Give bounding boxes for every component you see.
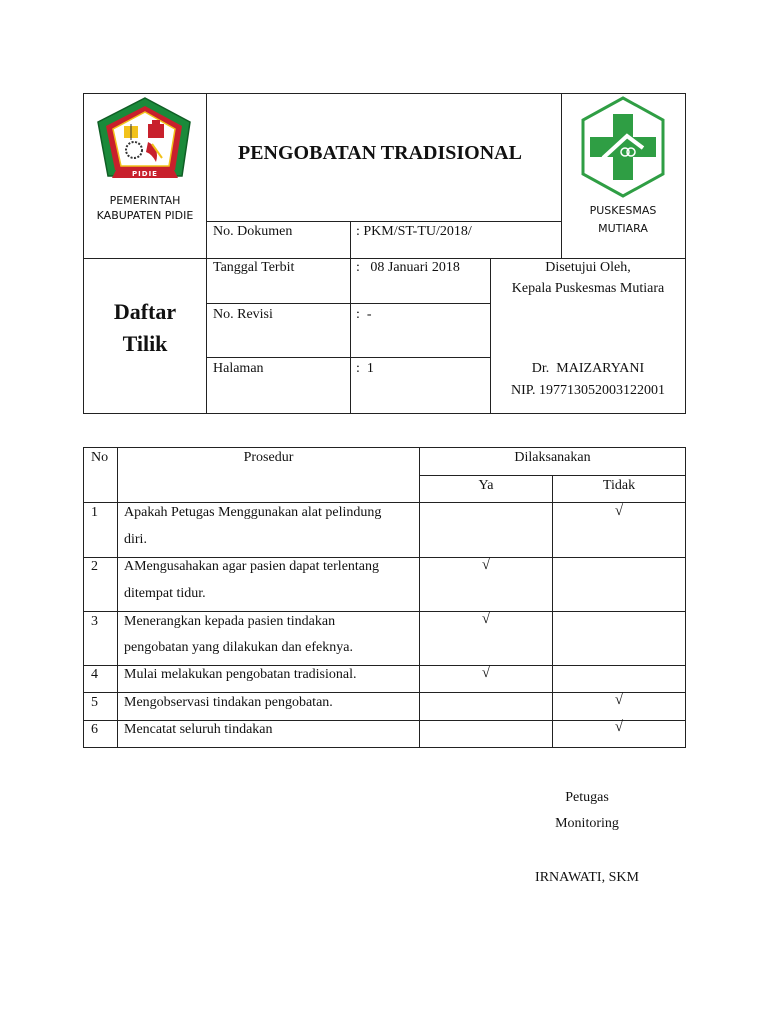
column-header-no: No: [91, 450, 109, 465]
puskesmas-caption-line2: MUTIARA: [598, 222, 648, 235]
field-label-halaman: Halaman: [213, 361, 264, 376]
approval-nip: NIP. 197713052003122001: [510, 383, 665, 398]
pidie-caption-line2: KABUPATEN PIDIE: [96, 209, 194, 222]
row-prosedur-line1: Mencatat seluruh tindakan: [124, 722, 273, 737]
field-value-no-dokumen: : PKM/ST-TU/2018/: [356, 224, 472, 239]
row-ya-check: √: [481, 665, 491, 681]
row-prosedur-line1: Apakah Petugas Menggunakan alat pelindung: [124, 505, 382, 520]
doc-type-line1: Daftar: [113, 299, 177, 324]
approval-line1: Disetujui Oleh,: [545, 260, 631, 275]
row-prosedur-line2: diri.: [124, 532, 147, 547]
doc-type-label: [84, 296, 206, 360]
puskesmas-logo: [563, 96, 683, 235]
pidie-caption: [86, 193, 204, 223]
column-header-tidak: Tidak: [602, 478, 636, 493]
row-number: 6: [91, 722, 98, 737]
row-tidak-check: √: [614, 719, 624, 735]
puskesmas-caption-line1: PUSKESMAS: [589, 204, 657, 217]
page-title: PENGOBATAN TRADISIONAL: [238, 142, 522, 164]
row-prosedur-line2: ditempat tidur.: [124, 586, 206, 601]
row-tidak-check: √: [614, 503, 624, 519]
column-header-dilaksanakan: Dilaksanakan: [514, 450, 591, 465]
row-number: 5: [91, 695, 98, 710]
row-prosedur-line1: Menerangkan kepada pasien tindakan: [124, 614, 336, 629]
row-ya-check: √: [481, 611, 491, 627]
approval-line2: Kepala Puskesmas Mutiara: [511, 281, 665, 296]
approval-name: Dr. MAIZARYANI: [531, 361, 645, 376]
row-number: 1: [91, 505, 98, 520]
row-number: 2: [91, 559, 98, 574]
puskesmas-caption: [563, 202, 683, 238]
signature-role-line1: Petugas: [565, 790, 609, 805]
row-number: 3: [91, 614, 98, 629]
row-ya-check: √: [481, 557, 491, 573]
field-label-tanggal-terbit: Tanggal Terbit: [213, 260, 295, 275]
row-number: 4: [91, 667, 98, 682]
row-prosedur-line1: Mulai melakukan pengobatan tradisional.: [124, 667, 357, 682]
field-label-no-dokumen: No. Dokumen: [213, 224, 293, 239]
column-header-prosedur: Prosedur: [243, 450, 294, 465]
pidie-ribbon-text: PIDIE: [132, 170, 158, 178]
doc-type-line2: Tilik: [122, 331, 168, 356]
row-prosedur-line2: pengobatan yang dilakukan dan efeknya.: [124, 640, 353, 655]
field-value-no-revisi: : -: [356, 307, 372, 322]
pidie-logo: [86, 96, 204, 221]
pidie-caption-line1: PEMERINTAH: [109, 194, 181, 207]
row-prosedur-line1: Mengobservasi tindakan pengobatan.: [124, 695, 333, 710]
field-value-tanggal-terbit: : 08 Januari 2018: [356, 260, 460, 275]
row-tidak-check: √: [614, 692, 624, 708]
row-prosedur-line1: AMengusahakan agar pasien dapat terlentang: [124, 559, 380, 574]
signature-role-line2: Monitoring: [555, 816, 619, 831]
column-header-ya: Ya: [478, 478, 494, 493]
signature-name: IRNAWATI, SKM: [535, 870, 639, 885]
field-value-halaman: : 1: [356, 361, 374, 376]
field-label-no-revisi: No. Revisi: [213, 307, 273, 322]
puskesmas-cross-icon: [563, 96, 683, 201]
